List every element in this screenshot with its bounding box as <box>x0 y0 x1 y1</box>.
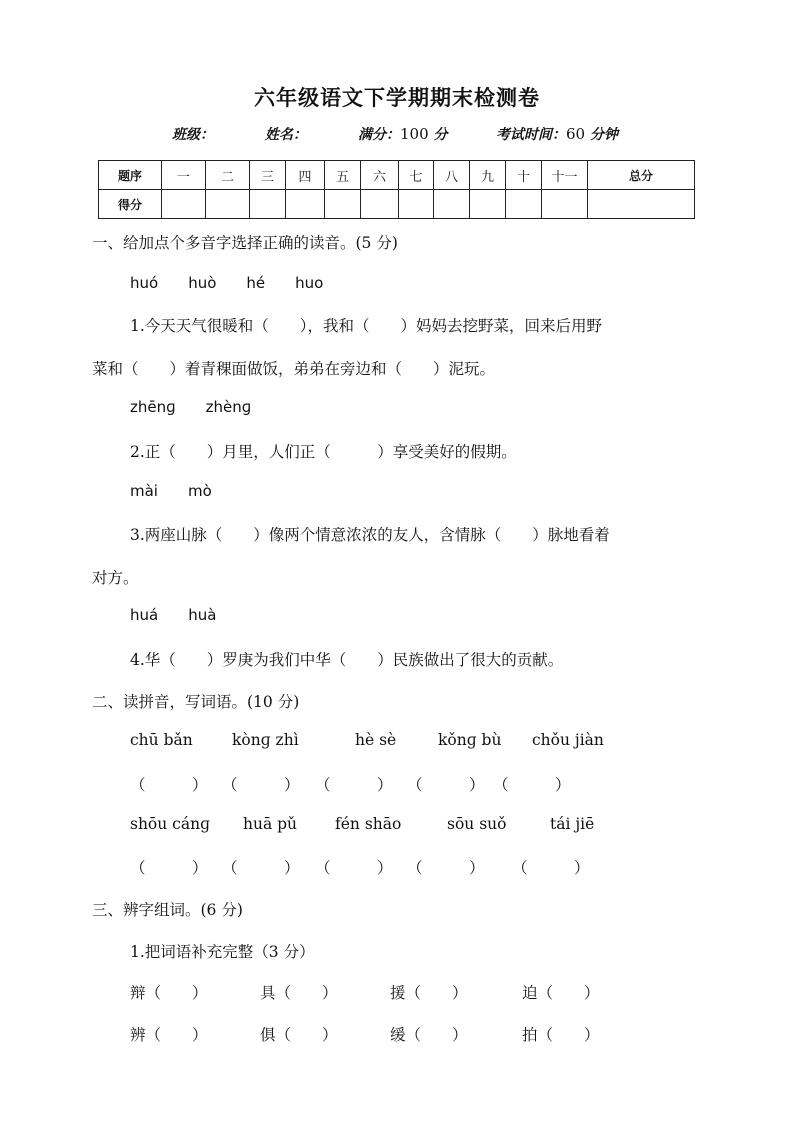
answer-blank[interactable]: （ ） <box>130 859 208 877</box>
answer-blank[interactable]: （ ） <box>407 859 485 877</box>
score-row-order <box>99 161 695 190</box>
col-8: 八 <box>434 161 470 190</box>
col-4: 四 <box>286 161 325 190</box>
question-1-line-2: 菜和（ ）着青稞面做饭，弟弟在旁边和（ ）泥玩。 <box>92 360 496 378</box>
pinyin: mò <box>187 482 212 500</box>
pinyin-group-3 <box>130 482 242 500</box>
char-blank[interactable]: 迫（ ） <box>522 984 600 1002</box>
score-cell[interactable] <box>325 190 361 219</box>
full-score-label: 满分： <box>358 127 400 143</box>
page-title: 六年级语文下学期期末检测卷 <box>254 85 540 110</box>
char-blank[interactable]: 具（ ） <box>260 984 338 1002</box>
exam-time-unit: 分钟 <box>589 127 618 143</box>
col-3: 三 <box>250 161 286 190</box>
pinyin-word: fén shāo <box>335 815 402 833</box>
answer-row-2 <box>0 856 794 878</box>
score-cell[interactable] <box>361 190 399 219</box>
full-score-value: 100 <box>400 125 429 143</box>
pinyin: hé <box>246 274 266 292</box>
total-score-cell[interactable] <box>588 190 695 219</box>
answer-blank[interactable]: （ ） <box>512 859 590 877</box>
pinyin-group-4 <box>130 606 246 624</box>
pinyin: zhēnɡ <box>130 398 176 416</box>
order-label: 题序 <box>99 161 162 190</box>
char-blank[interactable]: 辨（ ） <box>130 1026 208 1044</box>
full-score-unit: 分 <box>433 127 448 143</box>
exam-time-label: 考试时间： <box>496 127 566 143</box>
pinyin-group-1 <box>130 274 353 292</box>
pinyin: huò <box>188 274 217 292</box>
score-cell[interactable] <box>206 190 250 219</box>
col-1: 一 <box>162 161 206 190</box>
pinyin: huó <box>130 274 159 292</box>
char-blank[interactable]: 拍（ ） <box>522 1026 600 1044</box>
pinyin-word: shōu cánɡ <box>130 815 211 833</box>
col-9: 九 <box>470 161 506 190</box>
char-row-2 <box>0 1023 794 1045</box>
answer-blank[interactable]: （ ） <box>315 776 393 794</box>
char-blank[interactable]: 辩（ ） <box>130 984 208 1002</box>
pinyin-word: chū bǎn <box>130 731 193 749</box>
score-cell[interactable] <box>162 190 206 219</box>
section2-heading: 二、读拼音，写词语。(10 分) <box>92 693 300 711</box>
score-cell[interactable] <box>506 190 542 219</box>
section3-heading: 三、辨字组词。(6 分) <box>92 901 243 919</box>
name-label: 姓名： <box>265 127 307 143</box>
answer-row-1 <box>0 773 794 795</box>
pinyin-row-1 <box>0 731 794 753</box>
char-blank[interactable]: 援（ ） <box>390 984 468 1002</box>
answer-blank[interactable]: （ ） <box>222 859 300 877</box>
section1-heading: 一、给加点个多音字选择正确的读音。(5 分) <box>92 234 398 252</box>
pinyin-word: chǒu jiàn <box>532 731 604 749</box>
points-label: 得分 <box>99 190 162 219</box>
question-3-line-1: 3.两座山脉（ ）像两个情意浓浓的友人，含情脉（ ）脉地看着 <box>130 526 610 544</box>
pinyin-word: sōu suǒ <box>447 815 507 833</box>
pinyin: huo <box>295 274 324 292</box>
answer-blank[interactable]: （ ） <box>222 776 300 794</box>
pinyin: zhènɡ <box>205 398 252 416</box>
col-6: 六 <box>361 161 399 190</box>
question-2: 2.正（ ）月里，人们正（ ）享受美好的假期。 <box>130 443 517 461</box>
answer-blank[interactable]: （ ） <box>493 776 571 794</box>
pinyin: mài <box>130 482 158 500</box>
pinyin-group-2 <box>130 398 281 416</box>
section3-sub1: 1.把词语补充完整（3 分） <box>130 943 315 961</box>
score-table <box>98 160 695 219</box>
exam-time-value: 60 <box>566 125 586 143</box>
score-cell[interactable] <box>434 190 470 219</box>
col-11: 十一 <box>542 161 588 190</box>
char-blank[interactable]: 俱（ ） <box>260 1026 338 1044</box>
question-4: 4.华（ ）罗庚为我们中华（ ）民族做出了很大的贡献。 <box>130 651 564 669</box>
score-cell[interactable] <box>542 190 588 219</box>
char-row-1 <box>0 981 794 1003</box>
col-2: 二 <box>206 161 250 190</box>
pinyin-word: huā pǔ <box>243 815 298 833</box>
score-cell[interactable] <box>250 190 286 219</box>
col-10: 十 <box>506 161 542 190</box>
total-label: 总分 <box>588 161 695 190</box>
pinyin-word: hè sè <box>355 731 397 749</box>
answer-blank[interactable]: （ ） <box>407 776 485 794</box>
answer-blank[interactable]: （ ） <box>130 776 208 794</box>
col-7: 七 <box>399 161 434 190</box>
full-score <box>358 124 448 144</box>
score-cell[interactable] <box>286 190 325 219</box>
score-cell[interactable] <box>399 190 434 219</box>
pinyin-word: kònɡ zhì <box>232 731 299 749</box>
score-cell[interactable] <box>470 190 506 219</box>
pinyin-row-2 <box>0 815 794 837</box>
score-row-points <box>99 190 695 219</box>
pinyin-word: tái jiē <box>550 815 595 833</box>
pinyin: huá <box>130 606 159 624</box>
pinyin: huà <box>188 606 217 624</box>
col-5: 五 <box>325 161 361 190</box>
question-3-line-2: 对方。 <box>92 569 139 587</box>
class-label: 班级： <box>172 127 214 143</box>
pinyin-word: kǒnɡ bù <box>438 731 502 749</box>
exam-time <box>496 124 618 144</box>
question-1-line-1: 1.今天天气很暖和（ ），我和（ ）妈妈去挖野菜，回来后用野 <box>130 317 603 335</box>
char-blank[interactable]: 缓（ ） <box>390 1026 468 1044</box>
answer-blank[interactable]: （ ） <box>315 859 393 877</box>
